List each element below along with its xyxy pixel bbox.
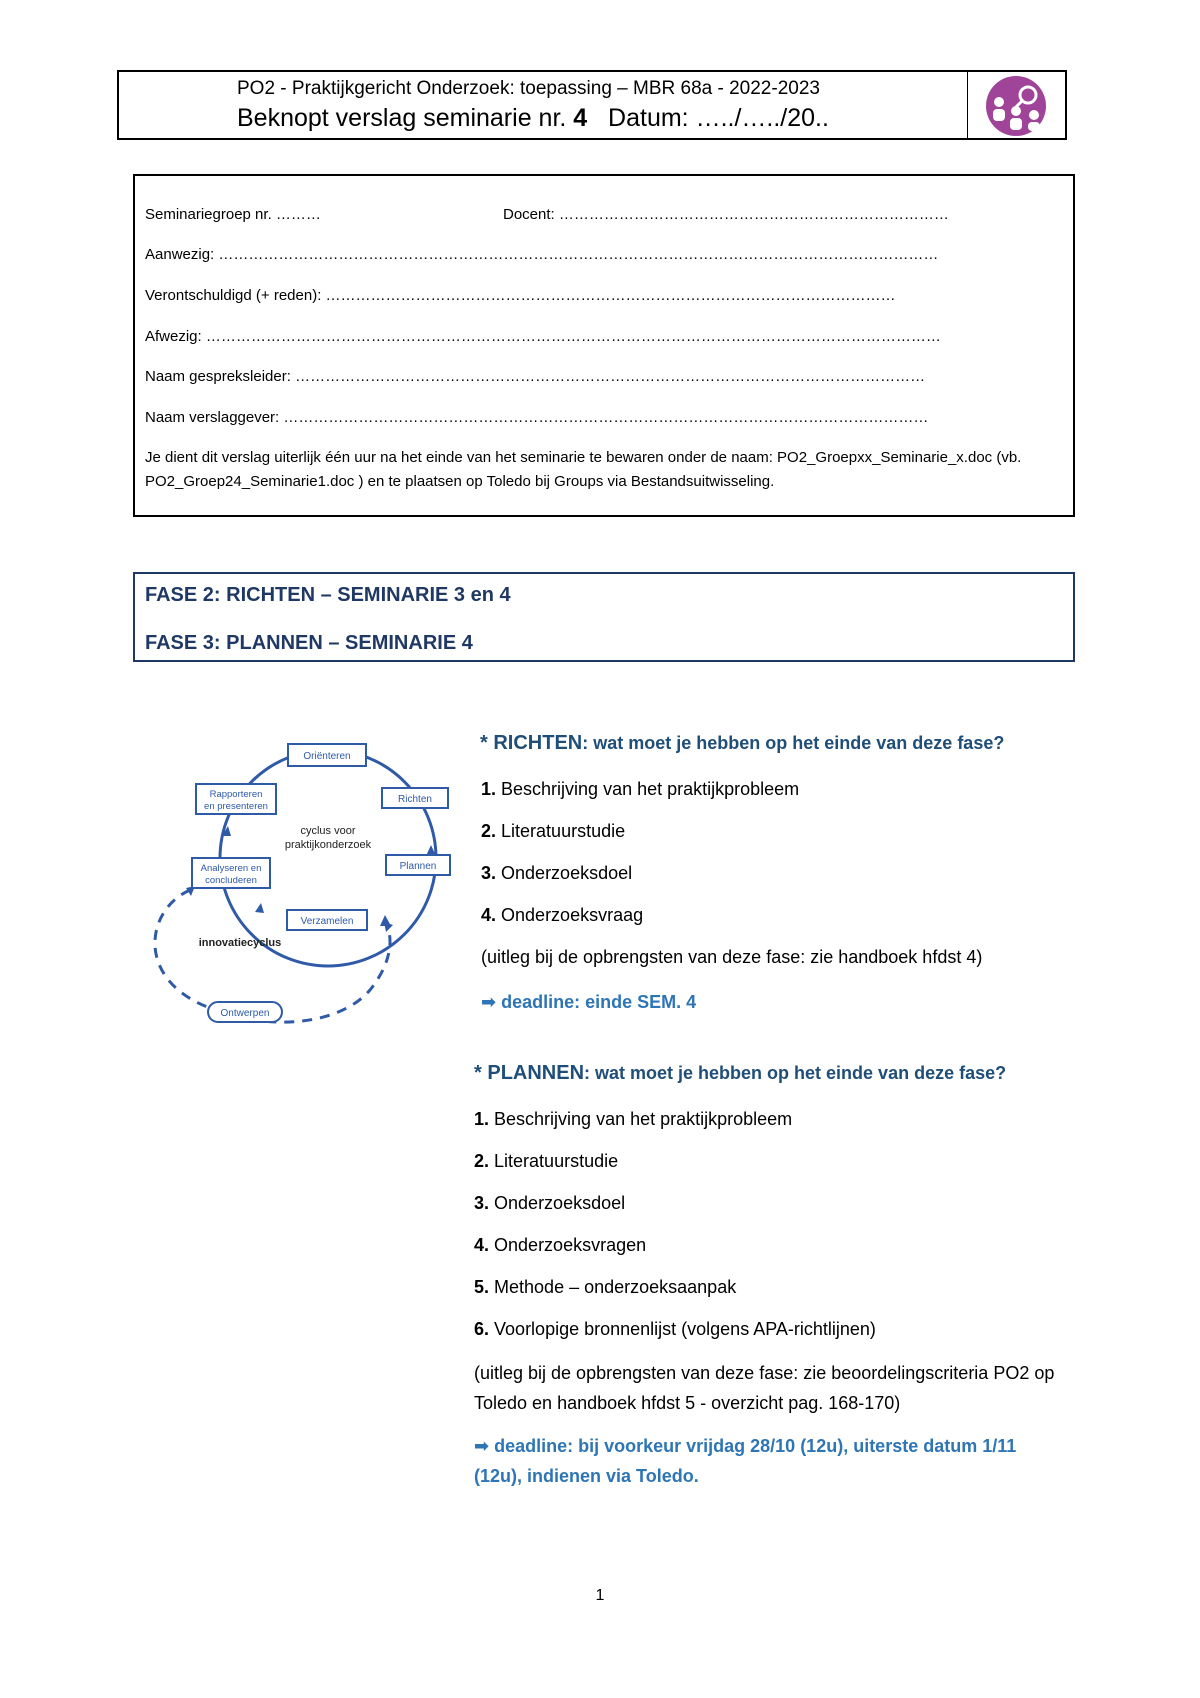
group-field[interactable]: Seminariegroep nr. ……… xyxy=(145,206,321,223)
research-group-logo-icon xyxy=(985,75,1047,137)
node-richten-label: Richten xyxy=(398,794,432,805)
phase-box xyxy=(133,572,1075,662)
node-rapporteren-label-1: Rapporteren xyxy=(209,789,263,800)
richten-item: 3. Onderzoeksdoel xyxy=(481,863,633,883)
research-cycle-diagram xyxy=(140,740,460,1035)
node-ontwerpen xyxy=(208,1002,282,1022)
plannen-item: 5. Methode – onderzoeksaanpak xyxy=(474,1277,737,1297)
save-instructions: Je dient dit verslag uiterlijk één uur na het einde van het seminarie te bewaren onder de naam: PO2_Groepxx_Seminarie_x.doc (vb. PO2_Groep24_Seminarie1.doc ) en te plaatsen op Toledo bij Groups via Bestandsuitwisseling. xyxy=(145,449,1022,490)
node-ontwerpen-label: Ontwerpen xyxy=(220,1008,270,1019)
teacher-field[interactable]: Docent: …………………………………………………………………… xyxy=(503,206,949,223)
phase-plannen-heading: FASE 3: PLANNEN – SEMINARIE 4 xyxy=(145,632,473,654)
node-analyseren-label-1: Analyseren en xyxy=(200,863,262,874)
richten-title: RICHTEN xyxy=(493,732,583,754)
plannen-item: 4. Onderzoeksvragen xyxy=(474,1235,647,1255)
cycle-center-label-2: praktijkonderzoek xyxy=(284,839,372,851)
node-verzamelen xyxy=(287,910,367,930)
plannen-item: 1. Beschrijving van het praktijkprobleem xyxy=(474,1109,793,1129)
plannen-heading xyxy=(474,1062,1006,1085)
plannen-question: : wat moet je hebben op het einde van deze fase? xyxy=(584,1063,1007,1083)
page-number: 1 xyxy=(595,1587,605,1604)
node-rapporteren-label-2: en presenteren xyxy=(204,801,268,812)
plannen-item: 2. Literatuurstudie xyxy=(474,1151,619,1171)
richten-deadline: ➡ deadline: einde SEM. 4 xyxy=(481,992,697,1012)
node-orienteren-label: Oriënteren xyxy=(303,751,351,762)
absent-field[interactable]: Afwezig: ………………………………………………………………………………………………………………………………… xyxy=(145,328,941,345)
title-prefix: Beknopt verslag seminarie nr. xyxy=(237,104,567,132)
richten-question: : wat moet je hebben op het einde van deze fase? xyxy=(582,733,1005,753)
course-line: PO2 - Praktijkgericht Onderzoek: toepassing – MBR 68a - 2022-2023 xyxy=(237,78,820,99)
plannen-deadline: ➡ deadline: bij voorkeur vrijdag 28/10 (12u), uiterste datum 1/11 (12u), indienen via Toledo. xyxy=(474,1436,1017,1486)
innovation-cycle-label: innovatiecyclus xyxy=(198,937,282,949)
node-plannen-label: Plannen xyxy=(399,861,437,872)
leader-field[interactable]: Naam gespreksleider: ……………………………………………………………………………………………………………… xyxy=(145,368,926,385)
richten-item: 4. Onderzoeksvraag xyxy=(481,905,644,925)
node-orienteren xyxy=(288,744,366,766)
richten-explanation: (uitleg bij de opbrengsten van deze fase: zie handboek hfdst 4) xyxy=(481,947,983,967)
document-header xyxy=(117,70,1067,140)
richten-item: 2. Literatuurstudie xyxy=(481,821,626,841)
node-richten xyxy=(382,788,448,808)
plannen-item: 6. Voorlopige bronnenlijst (volgens APA-richtlijnen) xyxy=(474,1319,876,1339)
plannen-explanation: (uitleg bij de opbrengsten van deze fase: zie beoordelingscriteria PO2 op Toledo en handboek hfdst 5 - overzicht pag. 168-170) xyxy=(474,1363,1055,1413)
seminar-number: 4 xyxy=(573,104,588,132)
richten-star: * xyxy=(480,732,488,754)
plannen-title: PLANNEN xyxy=(487,1062,585,1084)
richten-heading xyxy=(480,732,1004,755)
node-rapporteren xyxy=(196,784,276,814)
excused-field[interactable]: Verontschuldigd (+ reden): …………………………………………………………………………………………………… xyxy=(145,287,896,304)
reporter-field[interactable]: Naam verslaggever: ………………………………………………………………………………………………………………… xyxy=(145,409,929,426)
plannen-star: * xyxy=(474,1062,482,1084)
node-analyseren xyxy=(192,858,270,888)
plannen-item: 3. Onderzoeksdoel xyxy=(474,1193,626,1213)
node-plannen xyxy=(386,855,450,875)
present-field[interactable]: Aanwezig: ……………………………………………………………………………………………………………………………… xyxy=(145,246,939,263)
header-divider xyxy=(967,72,968,138)
phase-richten-heading: FASE 2: RICHTEN – SEMINARIE 3 en 4 xyxy=(145,584,511,606)
report-info-form xyxy=(133,174,1075,517)
date-label: Datum: …../…../20.. xyxy=(608,104,829,132)
report-title xyxy=(237,104,829,133)
node-verzamelen-label: Verzamelen xyxy=(300,916,354,927)
richten-item: 1. Beschrijving van het praktijkprobleem xyxy=(481,779,800,799)
node-analyseren-label-2: concluderen xyxy=(205,875,257,886)
cycle-center-label-1: cyclus voor xyxy=(300,825,356,837)
